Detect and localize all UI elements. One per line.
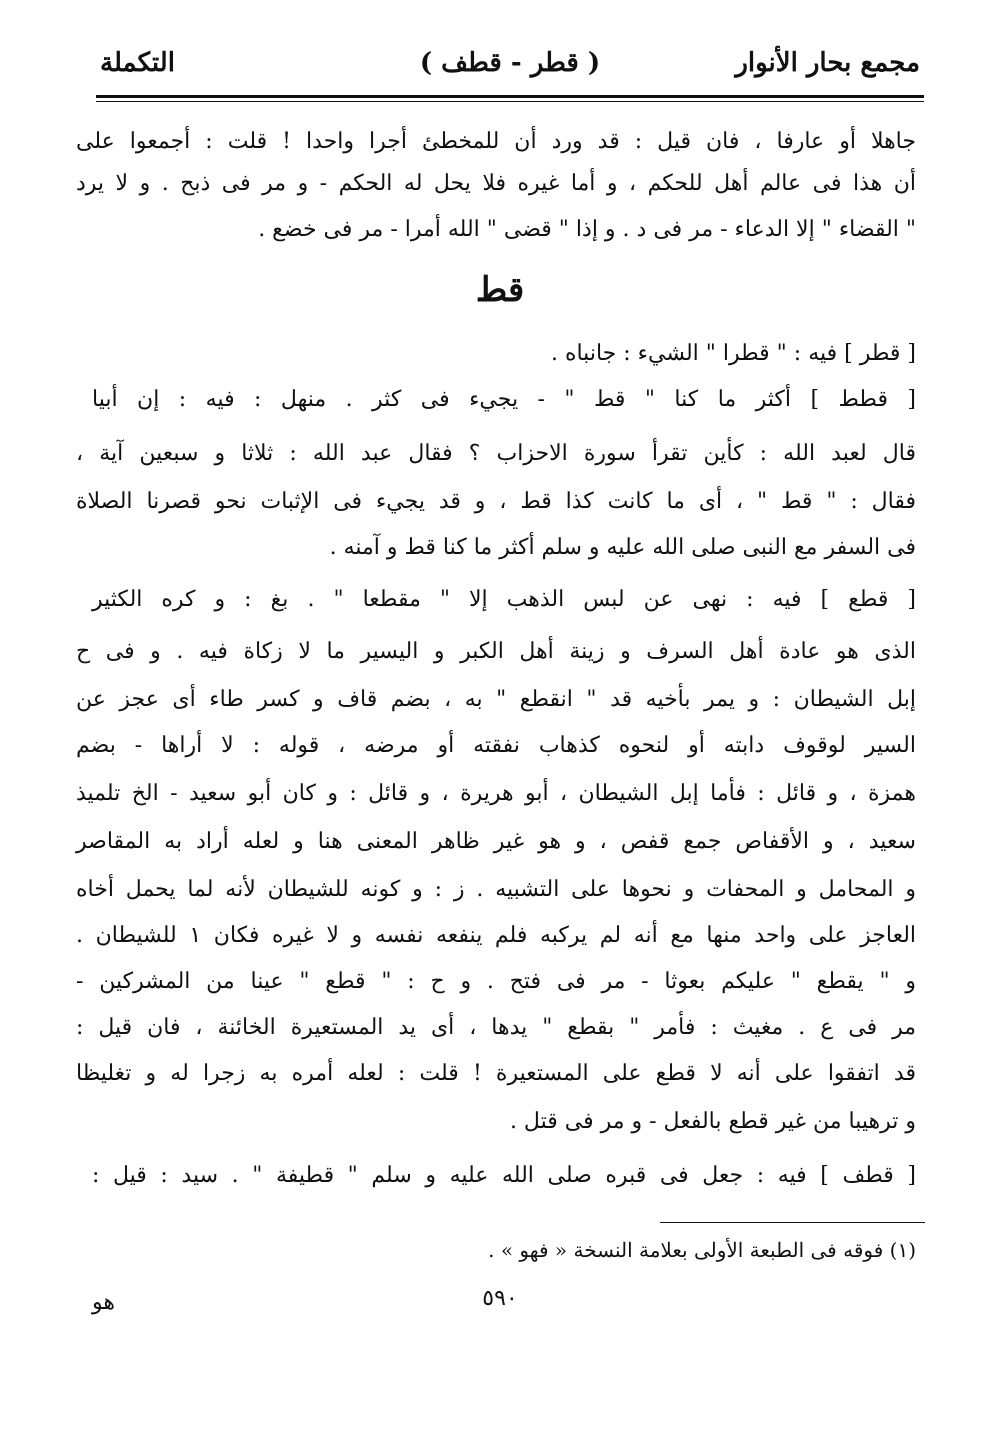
text-line: العاجز على واحد منها مع أنه لم يركبه فلم ينفعه نفسه و لا غيره فكان ١ للشيطان .	[76, 923, 917, 948]
text-line: مر فى ع . مغيث : فأمر " بقطع " يدها ، أى يد المستعيرة الخائنة ، فان قيل :	[76, 1015, 916, 1040]
text-line: الذى هو عادة أهل السرف و زينة أهل الكبر و اليسير ما لا زكاة فيه . و فى ح	[76, 639, 916, 664]
text-line: جاهلا أو عارفا ، فان قيل : قد ورد أن للمخطئ أجرا واحدا ! قلت : أجمعوا على	[76, 129, 916, 154]
entry-range: ( قطر - قطف )	[419, 48, 601, 78]
text-line: سعيد ، و الأقفاص جمع قفص ، و هو غير ظاهر المعنى هنا و لعله أراد به المقاصر	[76, 829, 916, 854]
text-line: و المحامل و المحفات و نحوها على التشبيه . ز : و كونه للشيطان لأنه لما يحمل أخاه	[76, 877, 916, 902]
page-number: ٥٩٠	[482, 1286, 518, 1311]
entry-line: [ قطع ] فيه : نهى عن لبس الذهب إلا " مقطعا " . بغ : و كره الكثير	[92, 587, 916, 612]
header-rule	[96, 95, 924, 98]
section-name: التكملة	[100, 48, 175, 78]
text-line: و ترهيبا من غير قطع بالفعل - و مر فى قتل .	[509, 1109, 916, 1134]
section-heading: قط	[475, 270, 525, 310]
text-line: السير لوقوف دابته أو لنحوه كذهاب نفقته أو مرضه ، قوله : لا أراها - بضم	[76, 733, 916, 758]
running-header	[100, 48, 920, 88]
entry-line: [ قطر ] فيه : " قطرا " الشيء : جانباه .	[550, 341, 916, 366]
text-line: فى السفر مع النبى صلى الله عليه و سلم أكثر ما كنا قط و آمنه .	[329, 535, 916, 560]
text-line: قد اتفقوا على أنه لا قطع على المستعيرة ! قلت : لعله أمره به زجرا له و تغليظا	[76, 1061, 916, 1086]
footnote-rule	[660, 1222, 925, 1223]
text-line: همزة ، و قائل : فأما إبل الشيطان ، أبو هريرة ، و قائل : و كان أبو سعيد - الخ تلميذ	[76, 781, 916, 806]
header-rule-thin	[96, 101, 924, 102]
text-line: قال لعبد الله : كأين تقرأ سورة الاحزاب ؟ فقال عبد الله : ثلاثا و سبعين آية ،	[76, 441, 916, 466]
text-line: " القضاء " إلا الدعاء - مر فى د . و إذا " قضى " الله أمرا - مر فى خضع .	[258, 217, 916, 242]
text-line: أن هذا فى عالم أهل للحكم ، و أما غيره فلا يحل له الحكم - و مر فى ذبح . و لا يرد	[76, 171, 916, 196]
entry-line: [ قطط ] أكثر ما كنا " قط " - يجيء فى كثر . منهل : فيه : إن أبيا	[92, 387, 916, 412]
text-line: و " يقطع " عليكم بعوثا - مر فى فتح . و ح : " قطع " عينا من المشركين -	[76, 969, 916, 994]
catchword: هو	[92, 1290, 115, 1315]
text-line: إبل الشيطان : و يمر بأخيه قد " انقطع " به ، بضم قاف و كسر طاء أى عجز عن	[76, 687, 916, 712]
book-title: مجمع بحار الأنوار	[735, 48, 920, 78]
text-line: فقال : " قط " ، أى ما كانت كذا قط ، و قد يجيء فى الإثبات نحو قصرنا الصلاة	[76, 489, 916, 514]
entry-line: [ قطف ] فيه : جعل فى قبره صلى الله عليه و سلم " قطيفة " . سيد : قيل :	[92, 1163, 916, 1188]
footnote: (١) فوقه فى الطبعة الأولى بعلامة النسخة « فهو » .	[488, 1238, 916, 1262]
